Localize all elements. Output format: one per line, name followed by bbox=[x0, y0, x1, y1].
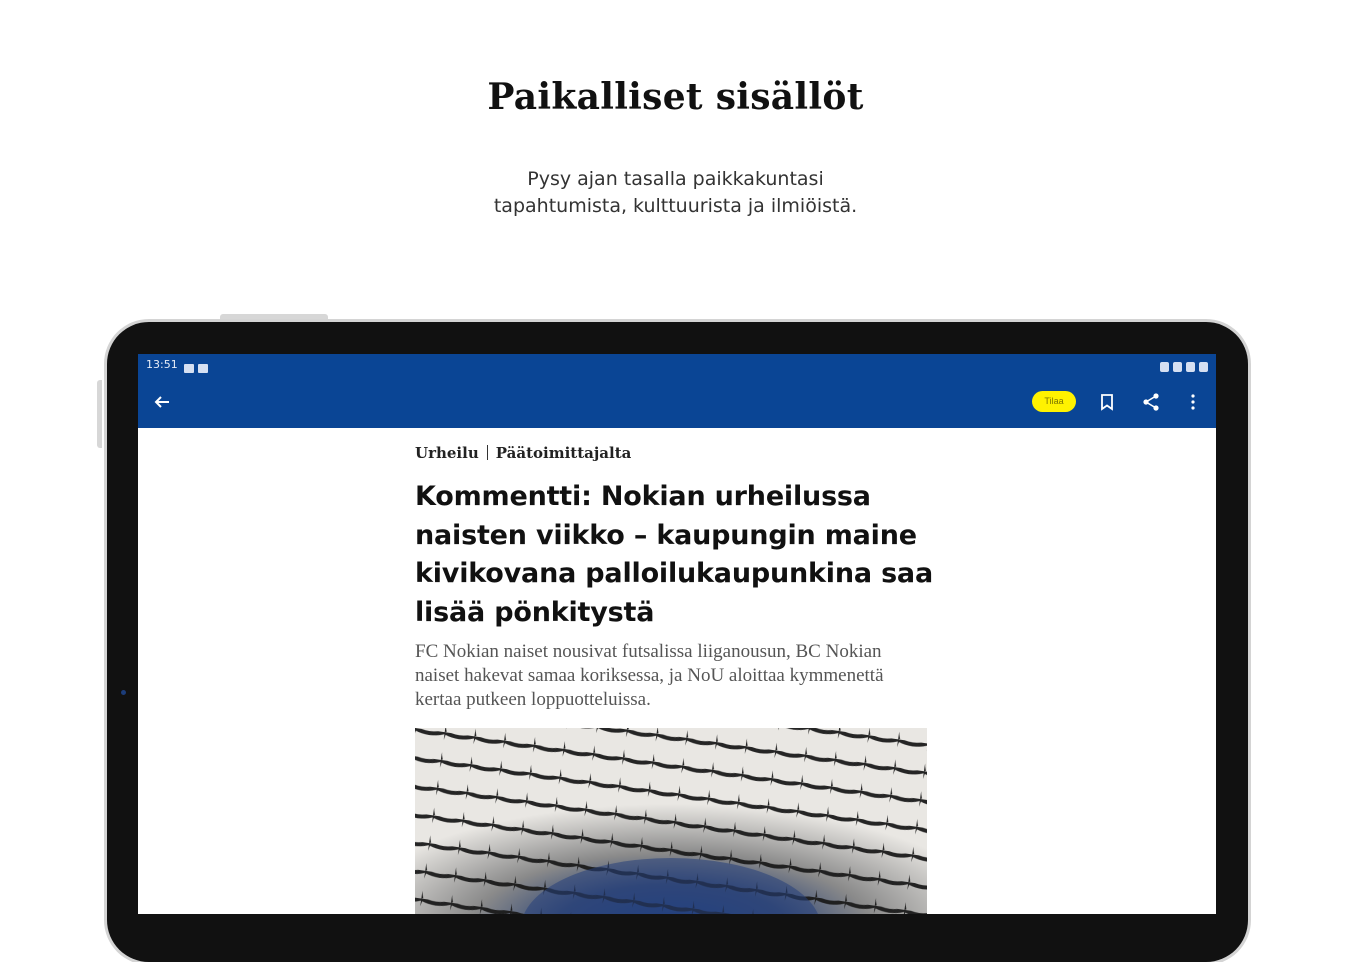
tablet-power-button bbox=[220, 314, 328, 320]
tablet-screen bbox=[138, 354, 1216, 914]
mute-icon bbox=[1160, 362, 1169, 372]
signal-icon bbox=[1186, 362, 1195, 372]
wifi-icon bbox=[1173, 362, 1182, 372]
battery-icon bbox=[1199, 362, 1208, 372]
article-photo[interactable] bbox=[415, 728, 927, 914]
promo-subtitle-line-2: tapahtumista, kulttuurista ja ilmiöistä. bbox=[493, 195, 858, 217]
article-headline: Kommentti: Nokian urheilussa naisten viikko – kaupungin maine kivikovana palloilukaupunkina saa lisää pönkitystä bbox=[415, 481, 933, 628]
more-vertical-icon[interactable] bbox=[1181, 390, 1205, 414]
article bbox=[415, 442, 935, 712]
system-icons bbox=[1156, 359, 1208, 377]
back-arrow-icon[interactable] bbox=[150, 390, 174, 414]
status-bar bbox=[138, 354, 1216, 376]
mail-notification-icon bbox=[198, 364, 208, 373]
article-lead: FC Nokian naiset nousivat futsalissa liiganousun, BC Nokian naiset hakevat samaa koriksessa, ja NoU aloittaa kymmenettä kertaa putkeen loppuotteluissa. bbox=[415, 641, 884, 710]
promo-title: Paikalliset sisällöt bbox=[487, 76, 864, 118]
promo-subtitle-line-1: Pysy ajan tasalla paikkakuntasi bbox=[527, 168, 824, 190]
image-notification-icon bbox=[184, 364, 194, 373]
article-kicker bbox=[415, 442, 935, 464]
status-time: 13:51 bbox=[146, 358, 178, 371]
category-label[interactable]: Päätoimittajalta bbox=[495, 444, 632, 462]
tablet-camera bbox=[121, 690, 126, 695]
share-icon[interactable] bbox=[1139, 390, 1163, 414]
section-label[interactable]: Urheilu bbox=[415, 444, 479, 462]
promo-subtitle bbox=[0, 166, 1351, 220]
bookmark-icon[interactable] bbox=[1095, 390, 1119, 414]
app-bar bbox=[138, 376, 1216, 428]
subscribe-button[interactable]: Tilaa bbox=[1032, 391, 1076, 412]
kicker-separator bbox=[487, 445, 488, 460]
tablet-volume-button bbox=[97, 380, 102, 448]
